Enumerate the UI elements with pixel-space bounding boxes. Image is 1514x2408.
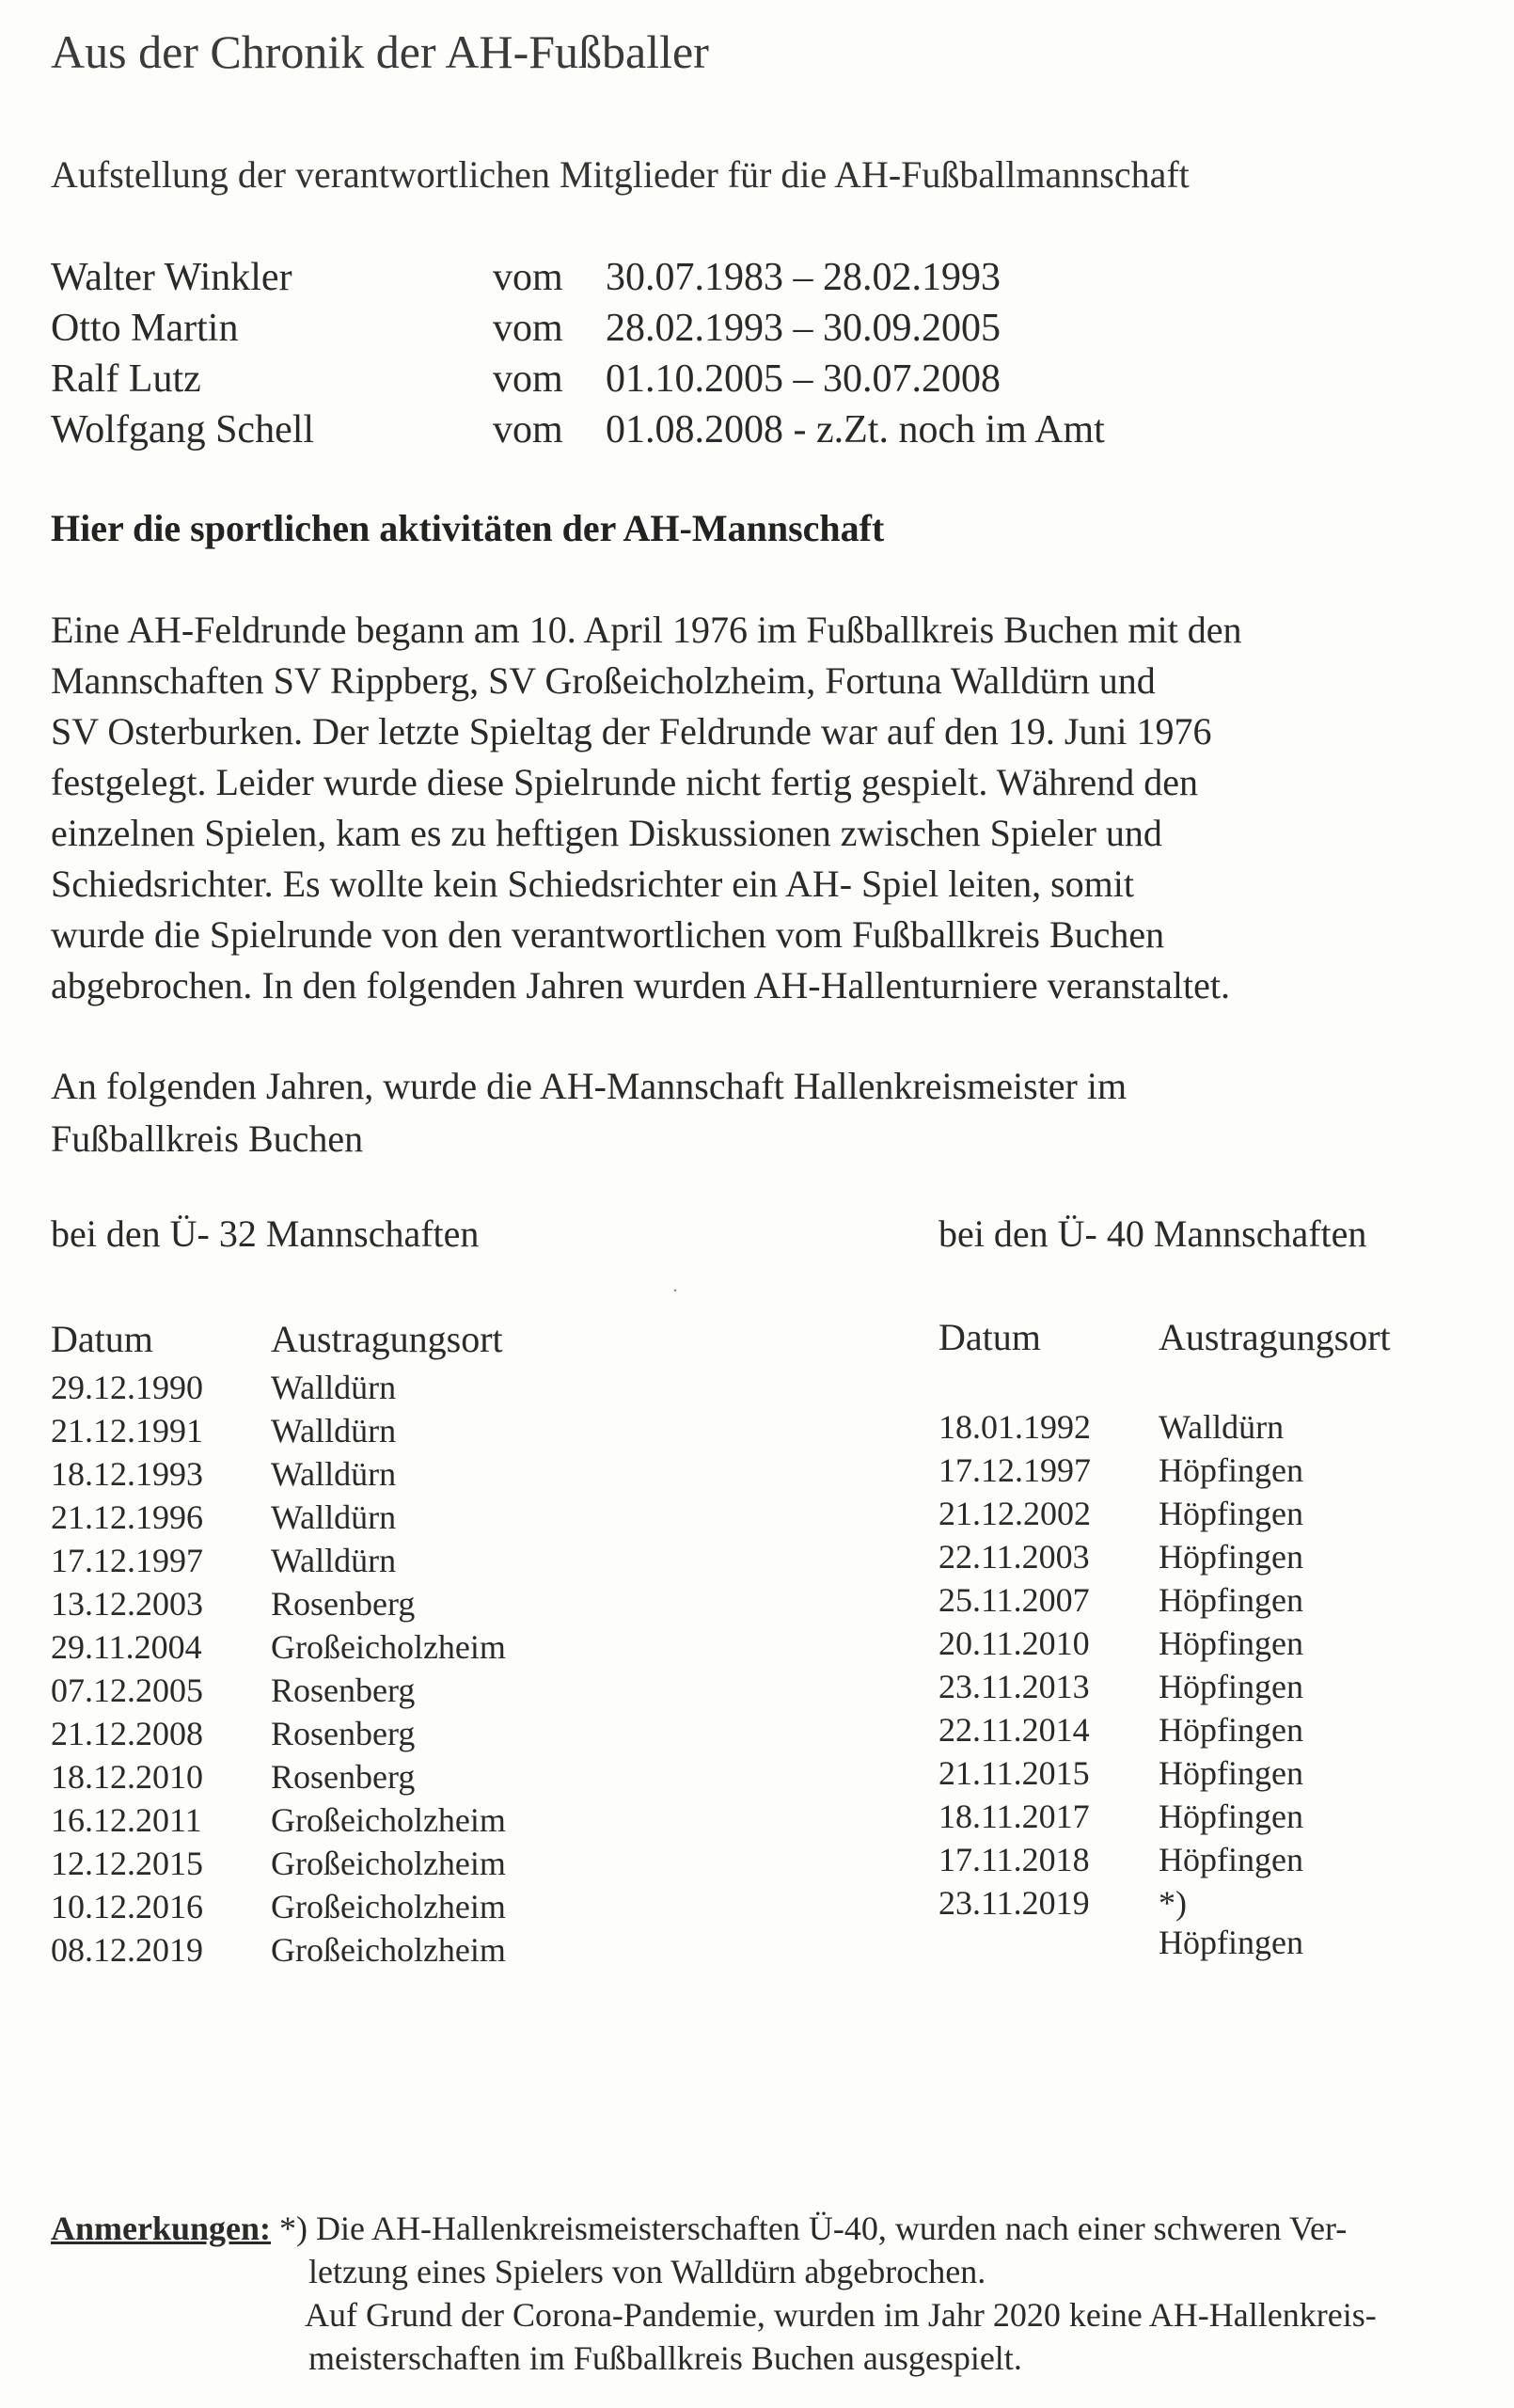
u32-row-place: Walldürn: [271, 1455, 397, 1493]
member-vom: vom: [493, 256, 563, 299]
member-name: Walter Winkler: [51, 256, 292, 299]
u40-row-place: Höpfingen: [1159, 1754, 1303, 1792]
u32-row-date: 07.12.2005: [51, 1671, 203, 1709]
u40-heading: bei den Ü- 40 Mannschaften: [938, 1212, 1367, 1255]
u32-row-date: 17.12.1997: [51, 1542, 203, 1579]
notes-line: letzung eines Spielers von Walldürn abgebrochen.: [308, 2253, 986, 2290]
u32-heading: bei den Ü- 32 Mannschaften: [51, 1212, 480, 1255]
members-subtitle: Aufstellung der verantwortlichen Mitglieder für die AH-Fußballmannschaft: [51, 153, 1190, 196]
u40-row-place: Höpfingen: [1159, 1581, 1303, 1619]
u32-col-place: Austragungsort: [271, 1318, 503, 1360]
paragraph-line: abgebrochen. In den folgenden Jahren wurden AH-Hallenturniere veranstaltet.: [51, 964, 1230, 1006]
notes-line: [51, 2207, 1347, 2250]
u32-row-place: Walldürn: [271, 1542, 397, 1579]
u40-row-place: Höpfingen: [1159, 1538, 1303, 1576]
u32-row-date: 21.12.1991: [51, 1412, 203, 1450]
notes-line: meisterschaften im Fußballkreis Buchen ausgespielt.: [308, 2339, 1022, 2377]
member-period: 28.02.1993 – 30.09.2005: [606, 307, 1001, 350]
member-period: 30.07.1983 – 28.02.1993: [606, 256, 1001, 299]
u40-row-place: Höpfingen: [1159, 1841, 1303, 1878]
u40-row-place: Höpfingen: [1159, 1451, 1303, 1489]
u40-row-date: 21.12.2002: [938, 1495, 1091, 1532]
paragraph-line: SV Osterburken. Der letzte Spieltag der Feldrunde war auf den 19. Juni 1976: [51, 710, 1212, 752]
u40-col-place: Austragungsort: [1159, 1316, 1391, 1358]
u40-row-place: Höpfingen: [1159, 1624, 1303, 1662]
paragraph-line: Schiedsrichter. Es wollte kein Schiedsrichter ein AH- Spiel leiten, somit: [51, 863, 1134, 905]
intro-line: Fußballkreis Buchen: [51, 1117, 364, 1160]
u32-row-date: 18.12.2010: [51, 1758, 203, 1796]
u32-row-date: 10.12.2016: [51, 1888, 203, 1925]
u32-row-place: Rosenberg: [271, 1585, 416, 1623]
u32-row-date: 12.12.2015: [51, 1845, 203, 1882]
u32-row-date: 29.12.1990: [51, 1369, 203, 1406]
u40-row-place: Höpfingen: [1159, 1711, 1303, 1749]
u40-row-place: Höpfingen: [1159, 1668, 1303, 1705]
u32-row-place: Rosenberg: [271, 1671, 416, 1709]
u32-row-place: Walldürn: [271, 1498, 397, 1536]
notes-line: Auf Grund der Corona-Pandemie, wurden im Jahr 2020 keine AH-Hallenkreis-: [305, 2296, 1377, 2334]
u32-row-place: Großeicholzheim: [271, 1845, 506, 1882]
u32-row-date: 16.12.2011: [51, 1801, 202, 1839]
page-title: Aus der Chronik der AH-Fußballer: [51, 25, 709, 78]
u40-row-date: 17.12.1997: [938, 1451, 1091, 1489]
paragraph-line: Eine AH-Feldrunde begann am 10. April 1976 im Fußballkreis Buchen mit den: [51, 609, 1242, 651]
u40-col-date: Datum: [938, 1316, 1041, 1358]
paragraph-line: festgelegt. Leider wurde diese Spielrunde nicht fertig gespielt. Während den: [51, 761, 1198, 803]
member-period: 01.10.2005 – 30.07.2008: [606, 357, 1001, 401]
u40-row-date: 18.01.1992: [938, 1408, 1091, 1446]
paragraph-line: einzelnen Spielen, kam es zu heftigen Diskussionen zwischen Spieler und: [51, 812, 1162, 854]
u40-row-date: 22.11.2003: [938, 1538, 1090, 1576]
member-name: Ralf Lutz: [51, 357, 201, 401]
u32-row-date: 18.12.1993: [51, 1455, 203, 1493]
member-period: 01.08.2008 - z.Zt. noch im Amt: [606, 408, 1105, 452]
u32-row-date: 21.12.2008: [51, 1715, 203, 1752]
u40-row-date: 23.11.2019: [938, 1884, 1090, 1922]
member-vom: vom: [493, 357, 563, 401]
notes-label: Anmerkungen:: [51, 2210, 272, 2247]
u40-row-place: Walldürn: [1159, 1408, 1285, 1446]
section-heading: Hier die sportlichen aktivitäten der AH-Mannschaft: [51, 507, 885, 549]
member-vom: vom: [493, 307, 563, 350]
paragraph-line: wurde die Spielrunde von den verantwortlichen vom Fußballkreis Buchen: [51, 913, 1165, 956]
u32-row-date: 13.12.2003: [51, 1585, 203, 1623]
scan-specks: ⋅: [672, 1281, 679, 1300]
u32-row-place: Großeicholzheim: [271, 1628, 506, 1666]
u32-row-date: 08.12.2019: [51, 1931, 203, 1969]
champions-intro: [51, 1060, 1127, 1165]
u40-row-place: Höpfingen: [1159, 1798, 1303, 1835]
u40-row-date: 23.11.2013: [938, 1668, 1090, 1705]
u40-row-date: 17.11.2018: [938, 1841, 1090, 1878]
u32-row-place: Großeicholzheim: [271, 1801, 506, 1839]
u40-row-date: 25.11.2007: [938, 1581, 1090, 1619]
member-vom: vom: [493, 408, 563, 452]
u40-row-place: Höpfingen: [1159, 1495, 1303, 1532]
u40-row-place: *) Höpfingen: [1159, 1884, 1303, 1961]
history-paragraph: [51, 605, 1480, 1011]
u32-row-place: Walldürn: [271, 1412, 397, 1450]
u32-col-date: Datum: [51, 1318, 153, 1360]
member-name: Wolfgang Schell: [51, 408, 315, 452]
u32-row-date: 21.12.1996: [51, 1498, 203, 1536]
intro-line: An folgenden Jahren, wurde die AH-Mannschaft Hallenkreismeister im: [51, 1065, 1128, 1107]
member-name: Otto Martin: [51, 307, 239, 350]
u32-row-place: Großeicholzheim: [271, 1931, 506, 1969]
u40-row-date: 22.11.2014: [938, 1711, 1090, 1749]
paragraph-line: Mannschaften SV Rippberg, SV Großeicholzheim, Fortuna Walldürn und: [51, 659, 1156, 702]
u32-row-place: Großeicholzheim: [271, 1888, 506, 1925]
notes-text: *) Die AH-Hallenkreismeisterschaften Ü-40, wurden nach einer schweren Ver-: [271, 2210, 1348, 2247]
u32-row-place: Rosenberg: [271, 1758, 416, 1796]
notes-section: [51, 2207, 1377, 2380]
u40-row-date: 18.11.2017: [938, 1798, 1090, 1835]
u32-row-place: Rosenberg: [271, 1715, 416, 1752]
u40-row-date: 21.11.2015: [938, 1754, 1090, 1792]
u40-row-date: 20.11.2010: [938, 1624, 1090, 1662]
u32-row-place: Walldürn: [271, 1369, 397, 1406]
u32-row-date: 29.11.2004: [51, 1628, 202, 1666]
